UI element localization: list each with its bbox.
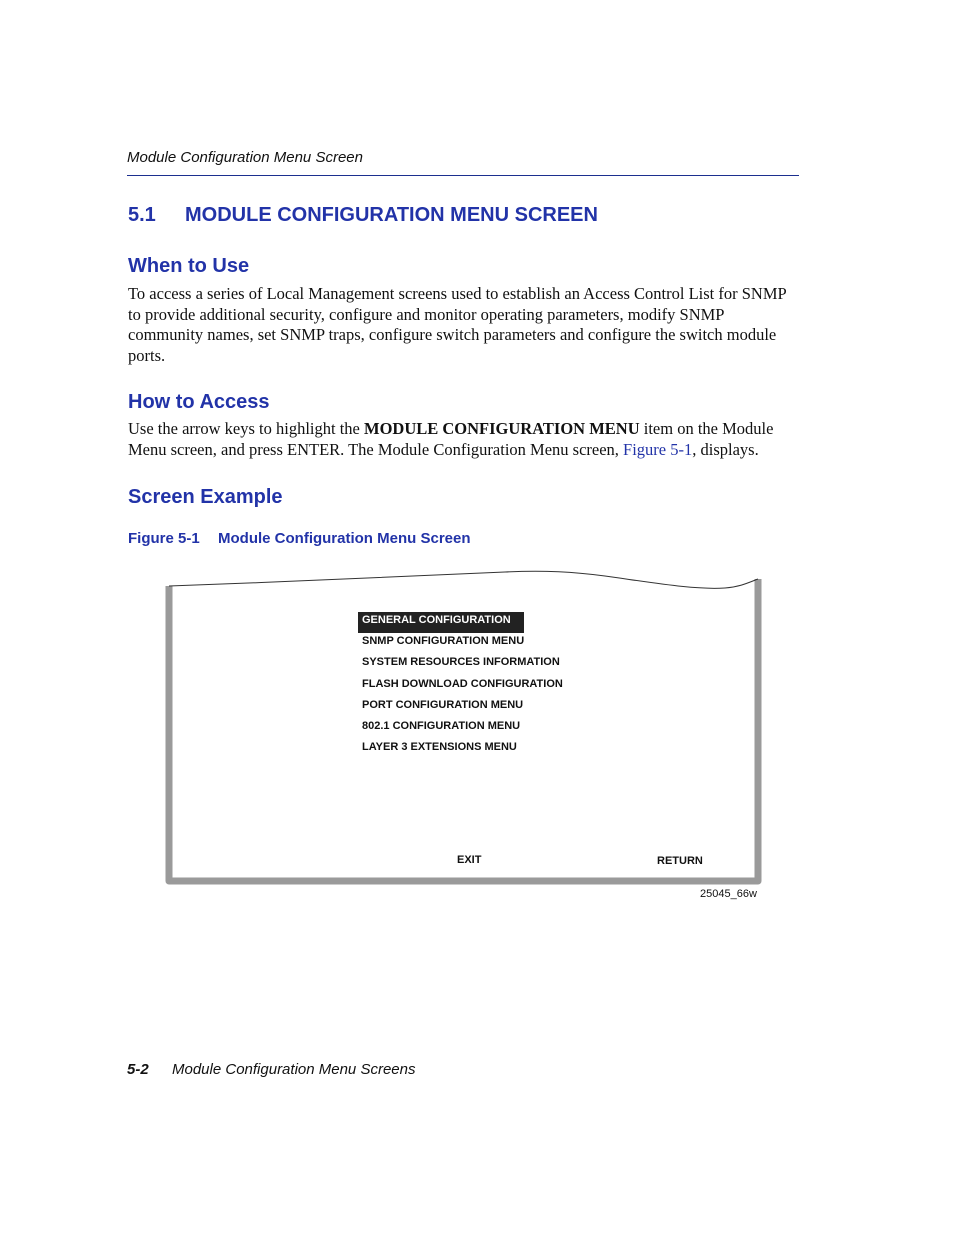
section-title-text: MODULE CONFIGURATION MENU SCREEN: [185, 204, 598, 226]
header-rule: [127, 175, 799, 176]
return-command[interactable]: RETURN: [657, 855, 703, 867]
menu-item-port-configuration[interactable]: PORT CONFIGURATION MENU: [362, 698, 524, 711]
menu-name-bold: MODULE CONFIGURATION MENU: [364, 419, 640, 438]
menu-item-flash-download[interactable]: FLASH DOWNLOAD CONFIGURATION: [362, 677, 563, 690]
figure-caption: [128, 530, 471, 547]
how-to-access-text-middle: item on the Module Menu screen, and press ENTER. The Module Configuration Menu screen,: [128, 419, 774, 459]
footer-title: Module Configuration Menu Screens: [172, 1061, 416, 1078]
menu-item-snmp-configuration[interactable]: SNMP CONFIGURATION MENU: [362, 635, 525, 648]
exit-command[interactable]: EXIT: [457, 854, 482, 866]
running-head: Module Configuration Menu Screen: [127, 149, 363, 166]
how-to-access-heading: How to Access: [128, 391, 270, 413]
figure-xref-link[interactable]: Figure 5-1: [623, 439, 693, 459]
page-number: 5-2: [127, 1061, 149, 1078]
figure-id: 25045_66w: [700, 888, 757, 900]
menu-item-layer3-extensions[interactable]: LAYER 3 EXTENSIONS MENU: [362, 741, 517, 754]
when-to-use-text: To access a series of Local Management screens used to establish an Access Control List for SNMP to provide additional security, configure and monitor operating parameters, modify SNMP community names, set SNMP traps, configure switch parameters and configure the switch module ports.: [128, 284, 787, 365]
how-to-access-text-after: , displays.: [692, 439, 759, 459]
how-to-access-text: [128, 419, 800, 460]
figure-title: Module Configuration Menu Screen: [218, 530, 471, 547]
section-number: 5.1: [128, 204, 156, 226]
module-config-menu: [358, 612, 563, 760]
figure-number: Figure 5-1: [128, 530, 200, 547]
menu-item-system-resources[interactable]: SYSTEM RESOURCES INFORMATION: [362, 656, 560, 669]
when-to-use-heading: When to Use: [128, 255, 250, 277]
section-title: [128, 204, 598, 227]
screen-example-heading: Screen Example: [128, 486, 283, 508]
page-footer: [127, 1061, 415, 1078]
menu-item-8021-configuration[interactable]: 802.1 CONFIGURATION MENU: [362, 719, 521, 732]
how-to-access-text-before: Use the arrow keys to highlight the: [128, 419, 364, 438]
menu-item-general-configuration[interactable]: GENERAL CONFIGURATION: [358, 612, 524, 633]
